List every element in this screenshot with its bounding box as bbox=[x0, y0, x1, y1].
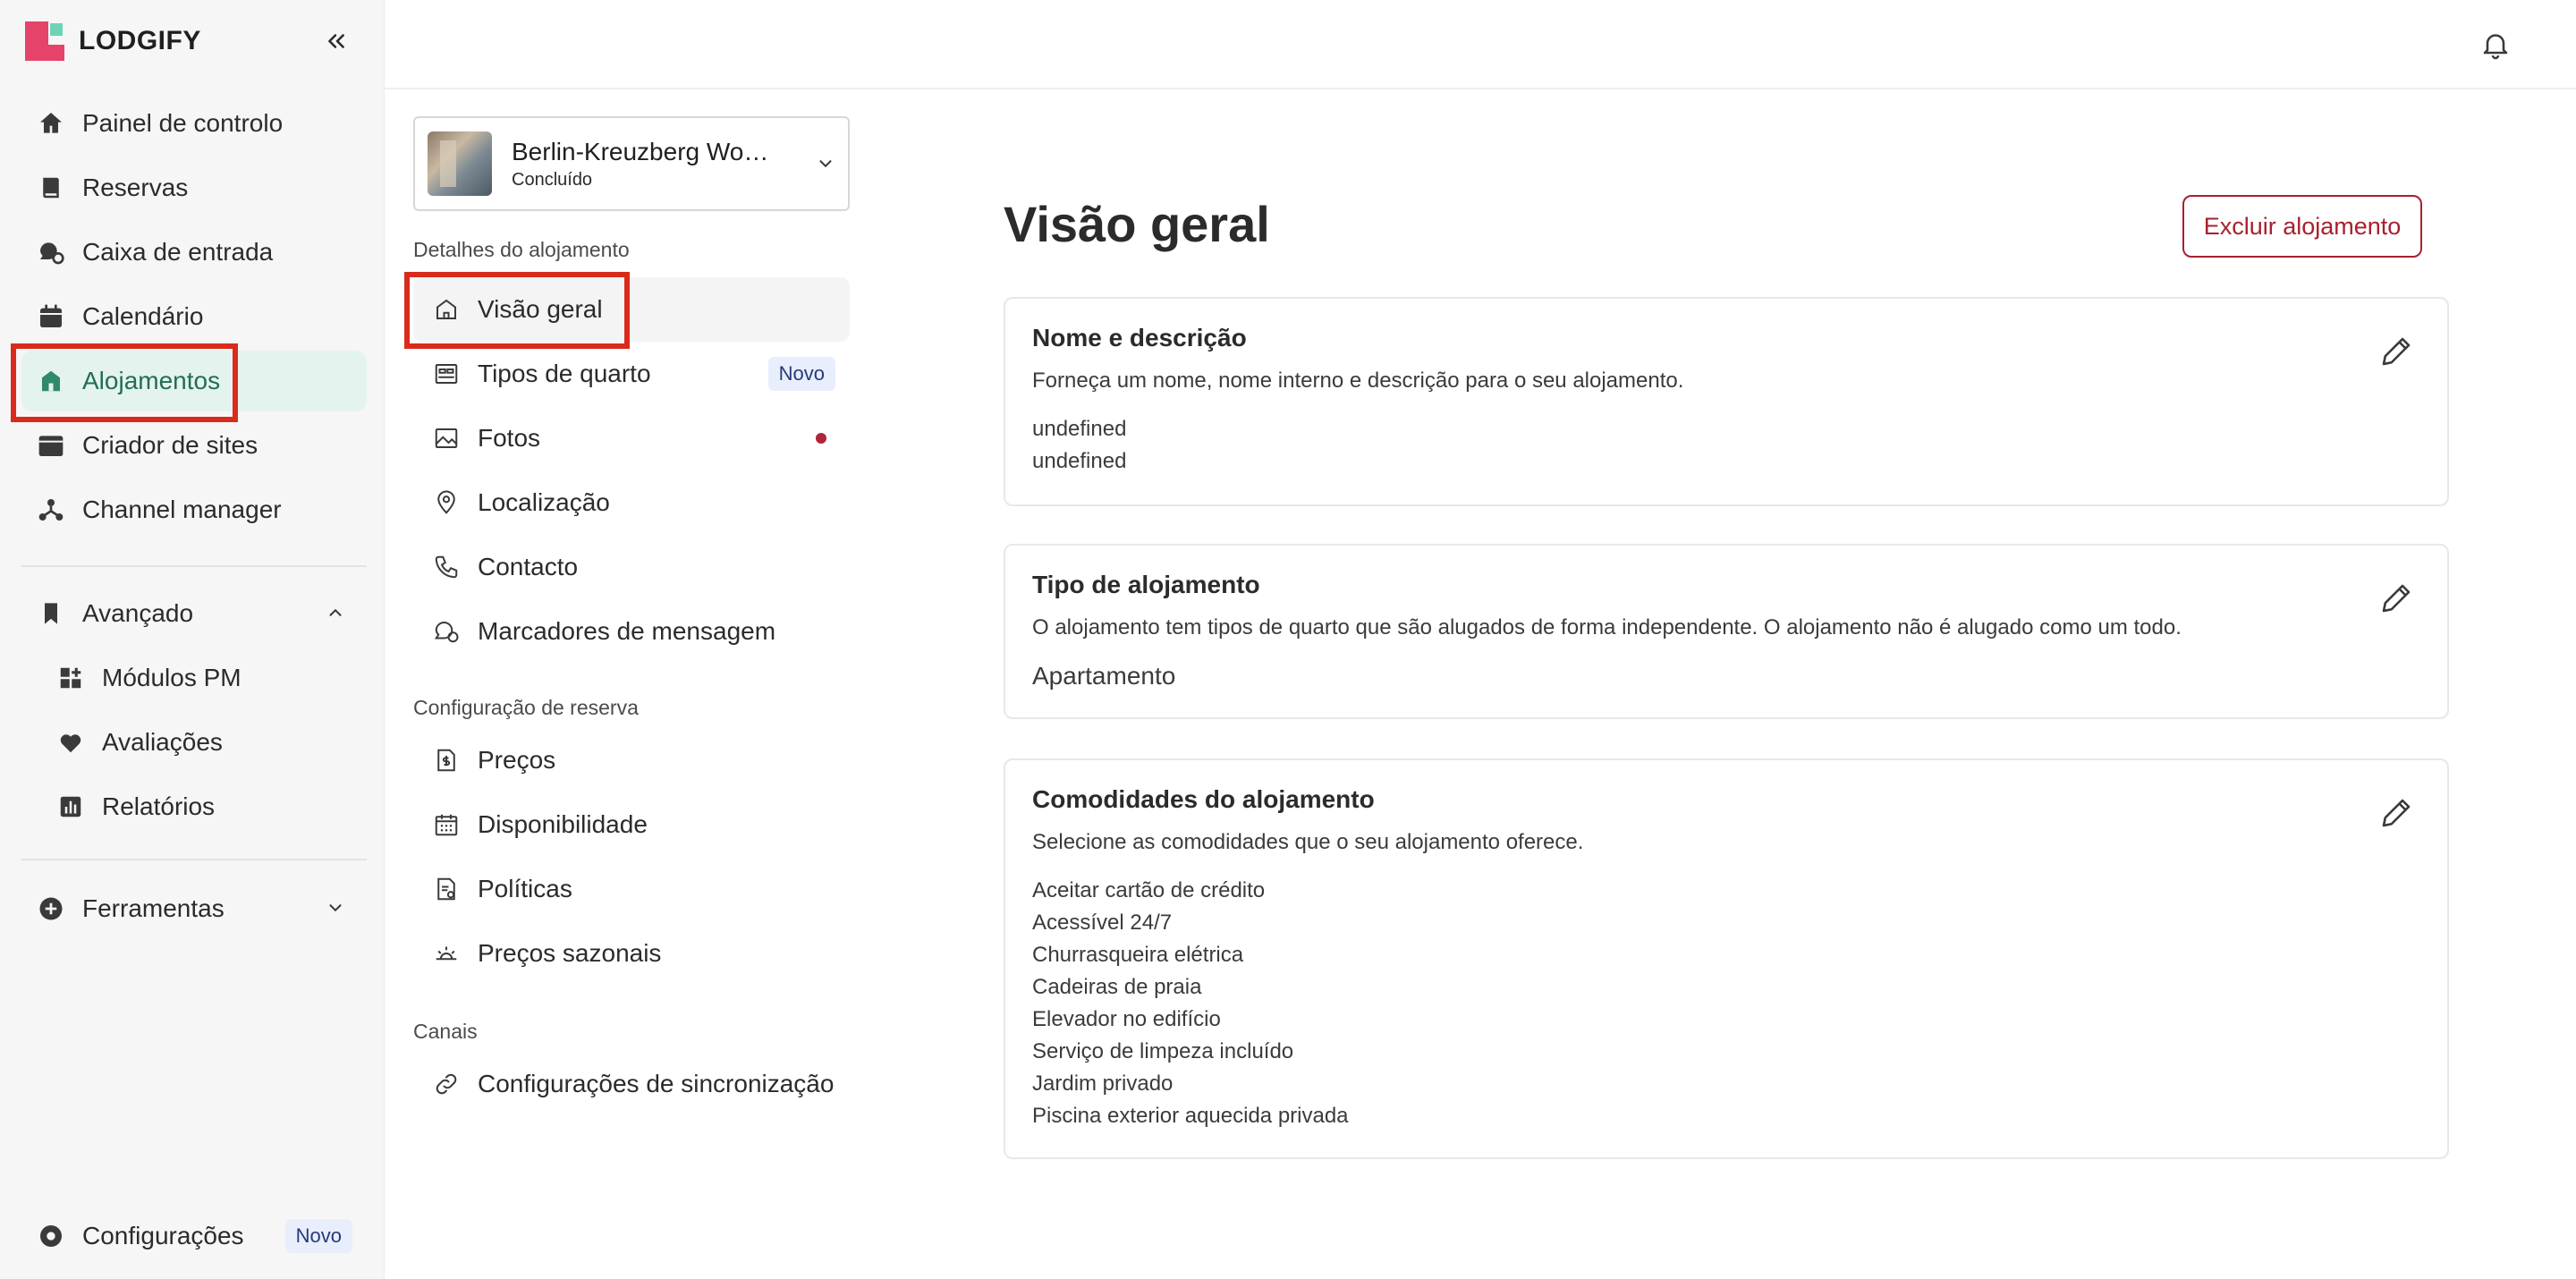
property-sidebar bbox=[385, 89, 859, 1279]
sidebar-item-settings[interactable] bbox=[21, 1206, 367, 1266]
subnav-item-label: Preços bbox=[478, 746, 556, 774]
section-title-property-details: Detalhes do alojamento bbox=[413, 238, 630, 261]
amenity-item: Churrasqueira elétrica bbox=[1032, 943, 1244, 967]
notification-dot bbox=[816, 433, 826, 444]
sidebar-item-label: Reservas bbox=[82, 174, 189, 201]
subnav-item-message-tags[interactable] bbox=[413, 599, 850, 664]
sidebar-item-website-builder[interactable] bbox=[21, 415, 367, 476]
new-badge: Novo bbox=[768, 357, 835, 391]
sidebar-item-reports[interactable] bbox=[41, 776, 367, 837]
subnav-item-policies[interactable] bbox=[413, 857, 850, 921]
plus-circle-icon bbox=[36, 894, 66, 924]
sidebar-item-reviews[interactable] bbox=[41, 712, 367, 773]
property-selector[interactable] bbox=[413, 116, 850, 211]
amenity-item: Cadeiras de praia bbox=[1032, 975, 1202, 999]
section-title-booking-config: Configuração de reserva bbox=[413, 696, 639, 719]
notification-bell-icon[interactable] bbox=[2479, 27, 2512, 63]
sidebar-item-calendar[interactable] bbox=[21, 286, 367, 347]
subnav-item-label: Localização bbox=[478, 488, 610, 516]
network-icon bbox=[36, 495, 66, 525]
subnav-item-label: Tipos de quarto bbox=[478, 360, 651, 387]
sidebar-item-channel-manager[interactable] bbox=[21, 479, 367, 540]
sidebar-item-label: Calendário bbox=[82, 302, 204, 330]
sidebar-group-label: Ferramentas bbox=[82, 894, 225, 922]
sidebar-divider bbox=[21, 565, 367, 567]
pencil-icon[interactable] bbox=[2377, 580, 2415, 617]
card-description: Selecione as comodidades que o seu alojamento oferece. bbox=[1032, 830, 1584, 854]
browser-window-icon bbox=[36, 430, 66, 461]
policy-doc-icon bbox=[431, 874, 462, 904]
chevron-down-icon bbox=[816, 154, 835, 174]
chat-bubbles-icon bbox=[36, 237, 66, 267]
sidebar-item-properties[interactable] bbox=[21, 351, 367, 411]
amenity-item: Jardim privado bbox=[1032, 1071, 1174, 1096]
sidebar-item-label: Painel de controlo bbox=[82, 109, 284, 137]
sidebar-item-label: Avaliações bbox=[102, 728, 223, 756]
sidebar-group-advanced[interactable] bbox=[21, 583, 367, 644]
property-name: Berlin-Kreuzberg Wo… bbox=[512, 137, 769, 165]
sidebar-item-label: Channel manager bbox=[82, 496, 282, 523]
subnav-item-label: Fotos bbox=[478, 424, 541, 452]
sidebar-divider bbox=[21, 859, 367, 860]
card-description: Forneça um nome, nome interno e descrição para o seu alojamento. bbox=[1032, 368, 1684, 393]
pencil-icon[interactable] bbox=[2377, 794, 2415, 832]
location-pin-icon bbox=[431, 487, 462, 518]
subnav-item-label: Visão geral bbox=[478, 295, 603, 323]
page-title: Visão geral bbox=[1004, 196, 1270, 252]
sidebar-item-label: Alojamentos bbox=[82, 367, 221, 394]
sidebar-group-tools[interactable] bbox=[21, 878, 367, 939]
card-title: Nome e descrição bbox=[1032, 324, 1247, 352]
amenity-item: Piscina exterior aquecida privada bbox=[1032, 1104, 1349, 1128]
amenity-item: Serviço de limpeza incluído bbox=[1032, 1039, 1294, 1063]
card-description: O alojamento tem tipos de quarto que são alugados de forma independente. O alojamento não é alugado como um todo. bbox=[1032, 615, 2182, 640]
top-bar bbox=[385, 0, 2576, 89]
lodgify-logo-mark bbox=[25, 21, 64, 61]
sidebar-item-dashboard[interactable] bbox=[21, 93, 367, 154]
sidebar-item-label: Configurações bbox=[82, 1222, 244, 1249]
sidebar-item-pm-modules[interactable] bbox=[41, 648, 367, 708]
subnav-item-label: Contacto bbox=[478, 553, 579, 580]
double-chevron-left-icon bbox=[325, 30, 348, 53]
gear-icon bbox=[36, 1221, 66, 1251]
home-gear-icon bbox=[36, 108, 66, 139]
amenity-item: Acessível 24/7 bbox=[1032, 911, 1173, 935]
pencil-icon[interactable] bbox=[2377, 333, 2415, 370]
subnav-item-location[interactable] bbox=[413, 470, 850, 535]
card-value-line: undefined bbox=[1032, 417, 1127, 441]
bar-chart-icon bbox=[55, 792, 86, 822]
card-values bbox=[1032, 413, 1126, 478]
phone-icon bbox=[431, 552, 462, 582]
sidebar-item-label: Módulos PM bbox=[102, 664, 242, 691]
calendar-grid-icon bbox=[431, 809, 462, 840]
modules-icon bbox=[55, 663, 86, 693]
card-name-description bbox=[1004, 297, 2449, 506]
subnav-item-overview[interactable] bbox=[413, 277, 850, 342]
card-title: Tipo de alojamento bbox=[1032, 571, 1260, 598]
subnav-item-prices[interactable] bbox=[413, 728, 850, 792]
subnav-item-room-types[interactable] bbox=[413, 342, 850, 406]
bookmark-icon bbox=[36, 598, 66, 629]
message-tags-icon bbox=[431, 616, 462, 647]
bed-icon bbox=[431, 359, 462, 389]
subnav-item-contact[interactable] bbox=[413, 535, 850, 599]
link-icon bbox=[431, 1069, 462, 1099]
subnav-item-photos[interactable] bbox=[413, 406, 850, 470]
amenity-item: Elevador no edifício bbox=[1032, 1007, 1221, 1031]
chevron-up-icon bbox=[326, 603, 345, 623]
sidebar-item-label: Criador de sites bbox=[82, 431, 258, 459]
logo-text: LODGIFY bbox=[79, 26, 201, 55]
heart-icon bbox=[55, 727, 86, 758]
new-badge: Novo bbox=[285, 1219, 352, 1253]
sidebar-item-label: Relatórios bbox=[102, 792, 216, 820]
price-icon bbox=[431, 745, 462, 775]
subnav-item-label: Preços sazonais bbox=[478, 939, 662, 967]
card-property-type bbox=[1004, 544, 2449, 719]
amenities-list bbox=[1032, 875, 1349, 1132]
chevron-down-icon bbox=[326, 898, 345, 918]
house-outline-icon bbox=[431, 294, 462, 325]
sidebar-item-reservations[interactable] bbox=[21, 157, 367, 218]
card-title: Comodidades do alojamento bbox=[1032, 785, 1375, 813]
sidebar-item-label: Caixa de entrada bbox=[82, 238, 274, 266]
lodgify-logo[interactable] bbox=[25, 21, 201, 61]
house-icon bbox=[36, 366, 66, 396]
amenity-item: Aceitar cartão de crédito bbox=[1032, 878, 1266, 902]
image-icon bbox=[431, 423, 462, 453]
book-icon bbox=[36, 173, 66, 203]
subnav-item-sync-settings[interactable] bbox=[413, 1052, 850, 1116]
subnav-item-label: Configurações de sincronização bbox=[478, 1070, 835, 1097]
property-thumbnail bbox=[428, 131, 492, 196]
section-title-channels: Canais bbox=[413, 1020, 478, 1043]
sidebar-group-label: Avançado bbox=[82, 599, 194, 627]
property-type-value: Apartamento bbox=[1032, 662, 1176, 690]
main-sidebar bbox=[0, 0, 385, 1279]
sun-icon bbox=[431, 938, 462, 969]
delete-property-button[interactable]: Excluir alojamento bbox=[2182, 195, 2422, 258]
collapse-sidebar-button[interactable] bbox=[320, 25, 352, 57]
subnav-item-label: Políticas bbox=[478, 875, 572, 902]
calendar-icon bbox=[36, 301, 66, 332]
card-value-line: undefined bbox=[1032, 449, 1127, 473]
subnav-item-label: Disponibilidade bbox=[478, 810, 648, 838]
subnav-item-label: Marcadores de mensagem bbox=[478, 617, 776, 645]
card-amenities bbox=[1004, 758, 2449, 1159]
subnav-item-seasonal-prices[interactable] bbox=[413, 921, 850, 986]
property-status: Concluído bbox=[512, 169, 593, 190]
sidebar-item-inbox[interactable] bbox=[21, 222, 367, 283]
subnav-item-availability[interactable] bbox=[413, 792, 850, 857]
